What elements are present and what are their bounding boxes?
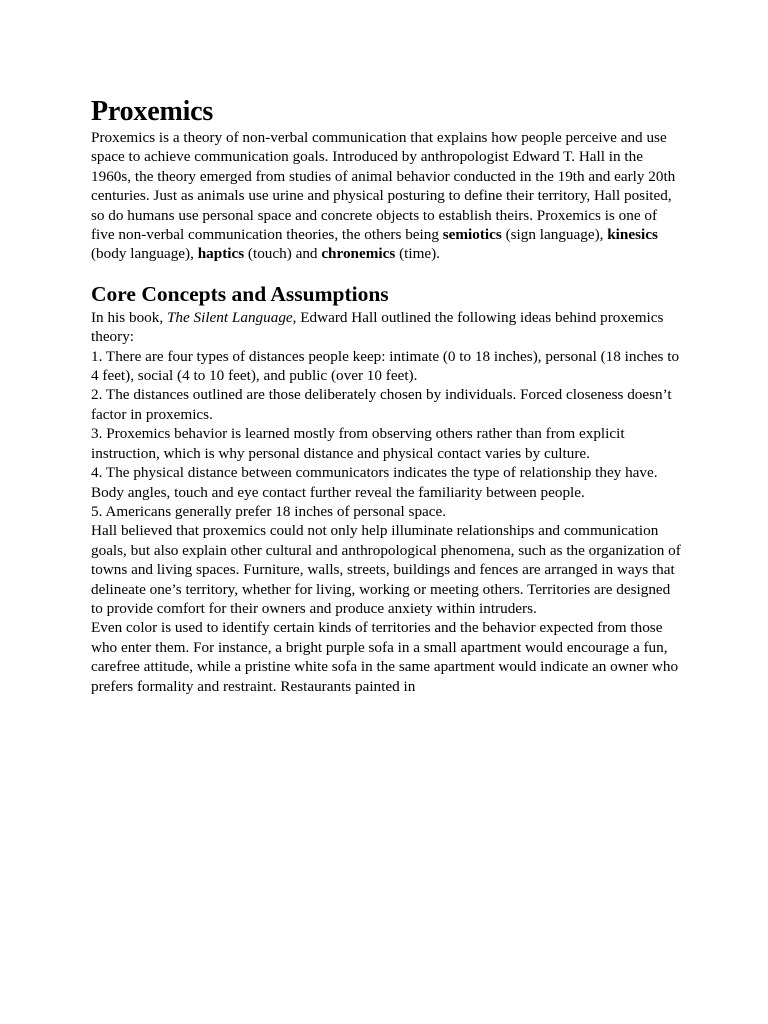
list-item: 2. The distances outlined are those deliberately chosen by individuals. Forced closeness doesn’t factor in proxemics. [91,386,672,423]
list-item: 3. Proxemics behavior is learned mostly from observing others rather than from explicit instruction, which is why personal distance and physical contact varies by culture. [91,425,625,462]
document-title: Proxemics [91,96,214,127]
term-semiotics: semiotics [442,226,502,244]
section-heading: Core Concepts and Assumptions [91,281,389,306]
lead-text: , Edward Hall outlined the following ideas behind proxemics theory: [91,308,664,346]
document-page [91,96,683,696]
intro-text: (touch) and [244,245,322,263]
book-title: The Silent Language [166,308,293,326]
term-kinesics: kinesics [607,226,658,244]
lead-paragraph [91,308,683,347]
term-chronemics: chronemics [321,245,396,263]
list-item: 5. Americans generally prefer 18 inches of personal space. [91,502,447,520]
intro-text: (body language), [91,245,198,263]
lead-text: In his book, [91,308,167,326]
term-haptics: haptics [197,245,245,263]
color-paragraph: Even color is used to identify certain kinds of territories and the behavior expected from those who enter them. For instance, a bright purple sofa in a small apartment would encourage a fun, carefree attitude, while a pristine white sofa in the same apartment would indicate an owner who prefers formality and restraint. Restaurants painted in [91,619,679,695]
intro-text: (sign language), [501,226,608,244]
list-item: 1. There are four types of distances people keep: intimate (0 to 18 inches), personal (18 inches to 4 feet), social (4 to 10 feet), and public (over 10 feet). [91,347,680,385]
intro-text: Proxemics is a theory of non-verbal communication that explains how people perceive and use space to achieve communication goals. Introduced by anthropologist Edward T. Hall in the 1960s, the theory emerged from studies of animal behavior conducted in the 19th and early 20th centuries. Just as animals use urine and physical posturing to define their territory, Hall posited, so do humans use personal space and concrete objects to establish theirs. Proxemics is one of five non-verbal communication theories, the others being [91,129,676,244]
hall-paragraph: Hall believed that proxemics could not only help illuminate relationships and communication goals, but also explain other cultural and anthropological phenomena, such as the organization of towns and living spaces. Furniture, walls, streets, buildings and fences are arranged in ways that delineate one’s territory, whether for living, working or meeting others. Territories are designed to provide comfort for their owners and produce anxiety within intruders. [91,522,681,617]
intro-text: (time). [395,245,440,263]
intro-paragraph [91,128,683,264]
list-item: 4. The physical distance between communicators indicates the type of relationship they have. Body angles, touch and eye contact further reveal the familiarity between people. [91,464,658,501]
